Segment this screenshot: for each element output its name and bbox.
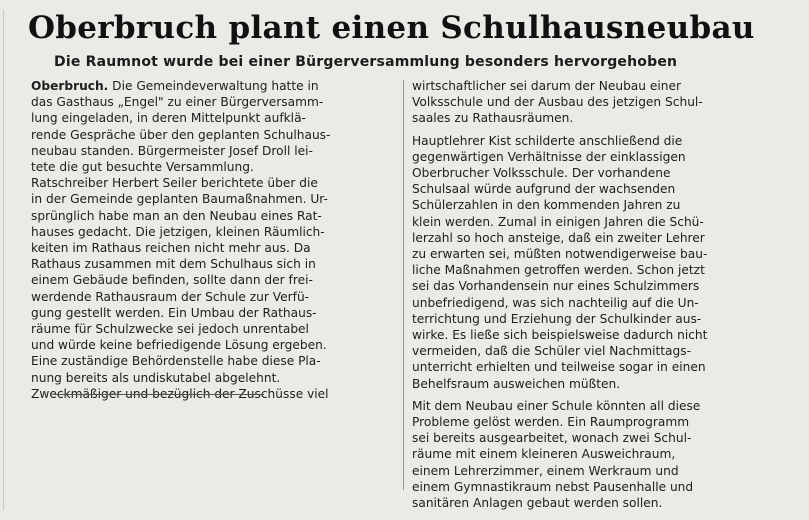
text-line: hauses gedacht. Die jetzigen, kleinen Räumlich-: [31, 224, 325, 239]
text-line: tete die gut besuchte Versammlung.: [31, 160, 254, 175]
text-line: vermeiden, daß die Schüler viel Nachmittags-: [412, 344, 692, 359]
dateline: Oberbruch.: [31, 79, 109, 93]
headline: Oberbruch plant einen Schulhausneubau: [28, 10, 755, 46]
text-line: Volksschule und der Ausbau des jetzigen Schul-: [412, 95, 703, 110]
subheadline: Die Raumnot wurde bei einer Bürgerversammlung besonders hervorgehoben: [54, 54, 678, 70]
text-line: wirke. Es ließe sich beispielsweise dadurch nicht: [412, 328, 708, 343]
text-line: sei das Vorhandensein nur eines Schulzimmers: [412, 279, 700, 294]
column-divider: [403, 80, 404, 490]
text-line: Eine zuständige Behördenstelle habe diese Pla-: [31, 354, 321, 369]
text-line: in der Gemeinde geplanten Baumaßnahmen. Ur-: [31, 192, 328, 207]
paragraph-intro: [31, 78, 394, 175]
text-line: Schulsaal würde aufgrund der wachsenden: [412, 182, 676, 197]
text-line: wirtschaftlicher sei darum der Neubau einer: [412, 79, 681, 93]
text-line: unbefriedigend, was sich nachteilig auf die Un-: [412, 295, 699, 310]
text-line: einem Gymnastikraum nebst Pausenhalle und: [412, 479, 694, 494]
text-line: räume für Schulzwecke sei jedoch unrentabel: [31, 322, 309, 337]
text-line: Oberbrucher Volksschule. Der vorhandene: [412, 166, 671, 181]
text-line: Oberbruch. Die Gemeindeverwaltung hatte in: [31, 79, 319, 93]
paragraph-kist: [412, 133, 793, 392]
right-column: [412, 78, 793, 511]
text-line: Zweckmäßiger und bezüglich der Zuschüsse viel: [31, 386, 329, 401]
text-line: keiten im Rathaus reichen nicht mehr aus. Da: [31, 241, 311, 256]
clipping-edge: [3, 10, 4, 510]
text-line: unterricht erhielten und teilweise sogar in einen: [412, 360, 706, 375]
text-line: neubau standen. Bürgermeister Josef Droll lei-: [31, 143, 313, 158]
text-line: sprünglich habe man an den Neubau eines Rat-: [31, 208, 322, 223]
paragraph-continuation: [412, 78, 793, 127]
text-line: sei bereits ausgearbeitet, wonach zwei Schul-: [412, 431, 692, 446]
text-line: Behelfsraum ausweichen müßten.: [412, 376, 621, 391]
text-line: terrichtung und Erziehung der Schulkinder aus-: [412, 311, 702, 326]
text-line: einem Lehrerzimmer, einem Werkraum und: [412, 463, 679, 478]
left-column: [31, 78, 394, 402]
text-line: nung bereits als undiskutabel abgelehnt.: [31, 370, 281, 385]
paragraph-neubau: [412, 398, 793, 511]
text-line: lerzahl so hoch ansteige, daß ein zweiter Lehrer: [412, 230, 705, 245]
text-line: zu erwarten sei, müßten notwendigerweise bau-: [412, 247, 708, 262]
text-line: gegenwärtigen Verhältnisse der einklassigen: [412, 149, 686, 164]
text-line: Ratschreiber Herbert Seiler berichtete über die: [31, 176, 318, 191]
text-line: rende Gespräche über den geplanten Schulhaus-: [31, 127, 331, 142]
text-line: Hauptlehrer Kist schilderte anschließend die: [412, 133, 683, 148]
text-line: und würde keine befriedigende Lösung ergeben.: [31, 338, 327, 353]
text-line: einem Gebäude befinden, sollte dann der frei-: [31, 273, 313, 288]
text-line: Mit dem Neubau einer Schule könnten all diese: [412, 398, 701, 413]
text-line: Rathaus zusammen mit dem Schulhaus sich in: [31, 257, 316, 272]
text-line: klein werden. Zumal in einigen Jahren die Schü-: [412, 214, 704, 229]
text-line: Probleme gelöst werden. Ein Raumprogramm: [412, 415, 690, 430]
text-line: gung gestellt werden. Ein Umbau der Rathaus-: [31, 305, 317, 320]
text-line: Schülerzahlen in den kommenden Jahren zu: [412, 198, 681, 213]
text-line: räume mit einem kleineren Ausweichraum,: [412, 447, 676, 462]
text-line: liche Maßnahmen getroffen werden. Schon jetzt: [412, 263, 705, 278]
struck-line-mark: [54, 394, 264, 395]
text-line: saales zu Rathausräumen.: [412, 111, 574, 126]
text-line: das Gasthaus „Engel" zu einer Bürgerversamm-: [31, 95, 324, 110]
text-line: werdende Rathausraum der Schule zur Verfü-: [31, 289, 310, 304]
paragraph-seiler: [31, 175, 394, 402]
text-line: lung eingeladen, in deren Mittelpunkt aufklä-: [31, 111, 306, 126]
text-line: sanitären Anlagen gebaut werden sollen.: [412, 496, 663, 511]
